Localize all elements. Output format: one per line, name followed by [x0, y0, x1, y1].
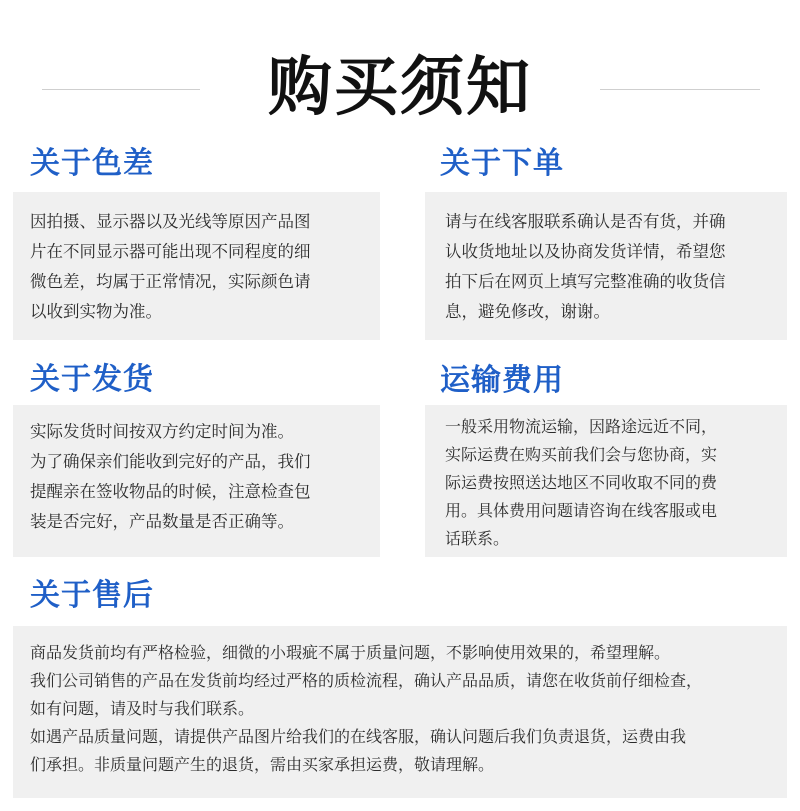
section-title-after-sales: 关于售后 [30, 578, 154, 613]
order-line: 认收货地址以及协商发货详情，希望您 [445, 242, 726, 261]
freight-line: 际运费按照送达地区不同收取不同的费 [445, 473, 718, 492]
section-box-after-sales [13, 626, 787, 798]
after-sales-line: 我们公司销售的产品在发货前均经过严格的质检流程，确认产品品质，请您在收货前仔细检查， [30, 671, 703, 690]
freight-line: 实际运费在购买前我们会与您协商，实 [445, 445, 718, 464]
section-title-shipping: 关于发货 [30, 362, 154, 397]
section-box-order [425, 192, 787, 340]
freight-line: 用。具体费用问题请咨询在线客服或电 [445, 501, 718, 520]
section-box-shipping [13, 405, 380, 557]
color-diff-line: 微色差，均属于正常情况，实际颜色请 [30, 272, 311, 291]
after-sales-line: 如遇产品质量问题，请提供产品图片给我们的在线客服，确认问题后我们负责退货，运费由我 [30, 727, 687, 746]
color-diff-line: 以收到实物为准。 [30, 302, 162, 321]
section-title-freight: 运输费用 [440, 363, 564, 398]
page-title: 购买须知 [268, 51, 532, 125]
section-title-order: 关于下单 [440, 146, 564, 181]
order-line: 息，避免修改，谢谢。 [445, 302, 610, 321]
shipping-line: 装是否完好，产品数量是否正确等。 [30, 512, 294, 531]
freight-line: 一般采用物流运输，因路途远近不同， [445, 417, 718, 436]
section-box-freight [425, 405, 787, 557]
after-sales-line: 如有问题，请及时与我们联系。 [30, 699, 255, 718]
section-box-color-diff [13, 192, 380, 340]
order-line: 请与在线客服联系确认是否有货，并确 [445, 212, 726, 231]
shipping-line: 实际发货时间按双方约定时间为准。 [30, 422, 294, 441]
after-sales-line: 们承担。非质量问题产生的退货，需由买家承担运费，敬请理解。 [30, 755, 495, 774]
color-diff-line: 片在不同显示器可能出现不同程度的细 [30, 242, 311, 261]
shipping-line: 提醒亲在签收物品的时候，注意检查包 [30, 482, 311, 501]
after-sales-line: 商品发货前均有严格检验，细微的小瑕疵不属于质量问题，不影响使用效果的，希望理解。 [30, 643, 671, 662]
shipping-line: 为了确保亲们能收到完好的产品，我们 [30, 452, 311, 471]
freight-line: 话联系。 [445, 529, 510, 548]
color-diff-line: 因拍摄、显示器以及光线等原因产品图 [30, 212, 311, 231]
order-line: 拍下后在网页上填写完整准确的收货信 [445, 272, 726, 291]
section-title-color-diff: 关于色差 [30, 146, 154, 181]
